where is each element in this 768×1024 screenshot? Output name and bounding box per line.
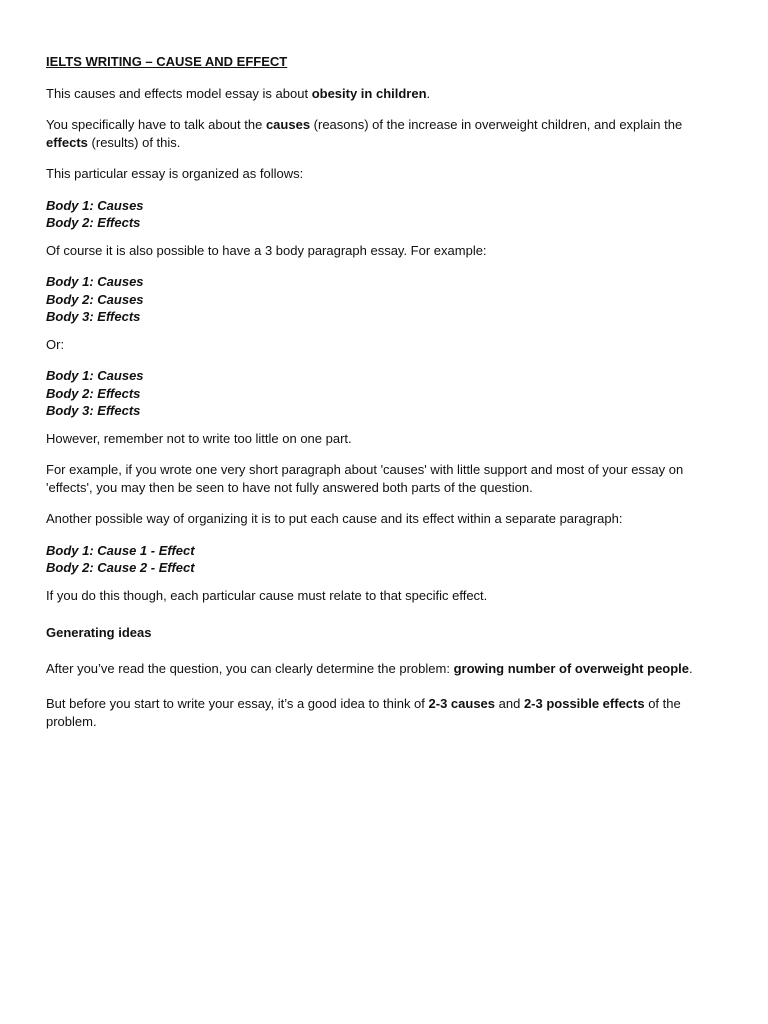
list-item: Body 2: Effects [46, 385, 141, 401]
problem-statement: growing number of overweight people [453, 660, 690, 676]
list-item: Body 2: Cause 2 - Effect [46, 560, 195, 575]
or-paragraph: Or: [46, 336, 65, 352]
list-item: Body 1: Cause 1 - Effect [46, 542, 195, 558]
three-paragraph-note: Of course it is also possible to have a 3 body paragraph essay. For example: [46, 242, 487, 258]
after-read-text: After you’ve read the question, you can clearly determine the problem: [46, 660, 454, 676]
list-item: Body 3: Effects [46, 309, 141, 324]
before-start-text-1: But before you start to write your essay, it’s a good idea to think of [46, 696, 429, 711]
task-text-1: You specifically have to talk about the [46, 117, 266, 132]
organized-paragraph: This particular essay is organized as follows: [46, 166, 304, 181]
structure-list-2 [46, 273, 726, 326]
intro-topic: obesity in children [311, 85, 427, 101]
after-read-end: . [689, 660, 693, 676]
after-read-paragraph [46, 660, 726, 678]
task-text-2: (reasons) of the increase in overweight children, and explain the [310, 117, 683, 132]
document-title: IELTS WRITING – CAUSE AND EFFECT [46, 54, 288, 69]
structure-list-4 [46, 542, 726, 577]
structure-list-1 [46, 197, 726, 232]
before-start-paragraph [46, 695, 726, 730]
intro-paragraph [46, 85, 726, 103]
however-paragraph: However, remember not to write too little on one part. [46, 430, 352, 446]
before-start-text-3: of the problem. [46, 696, 681, 729]
list-item: Body 2: Effects [46, 215, 141, 230]
task-paragraph [46, 116, 726, 151]
document-content [46, 53, 726, 744]
structure-list-3 [46, 367, 726, 420]
another-way-paragraph: Another possible way of organizing it is to put each cause and its effect within a separate paragraph: [46, 511, 623, 526]
intro-end: . [426, 85, 431, 101]
task-text-3: (results) of this. [87, 134, 181, 150]
section-heading: Generating ideas [46, 625, 152, 640]
before-start-text-2: and [495, 696, 524, 711]
list-item: Body 3: Effects [46, 403, 141, 418]
task-effects: effects [46, 134, 88, 150]
list-item: Body 1: Causes [46, 274, 144, 289]
list-item: Body 1: Causes [46, 197, 144, 213]
task-causes: causes [265, 117, 311, 132]
if-you-paragraph: If you do this though, each particular cause must relate to that specific effect. [46, 587, 488, 603]
effects-count: 2-3 possible effects [523, 696, 645, 711]
causes-count: 2-3 causes [428, 696, 496, 711]
list-item: Body 2: Causes [46, 291, 144, 307]
list-item: Body 1: Causes [46, 368, 144, 383]
intro-text: This causes and effects model essay is about [46, 85, 312, 101]
example-paragraph: For example, if you wrote one very short paragraph about 'causes' with little support and most of your essay on 'effects', you may then be seen to have not fully answered both parts of the question. [46, 462, 684, 495]
